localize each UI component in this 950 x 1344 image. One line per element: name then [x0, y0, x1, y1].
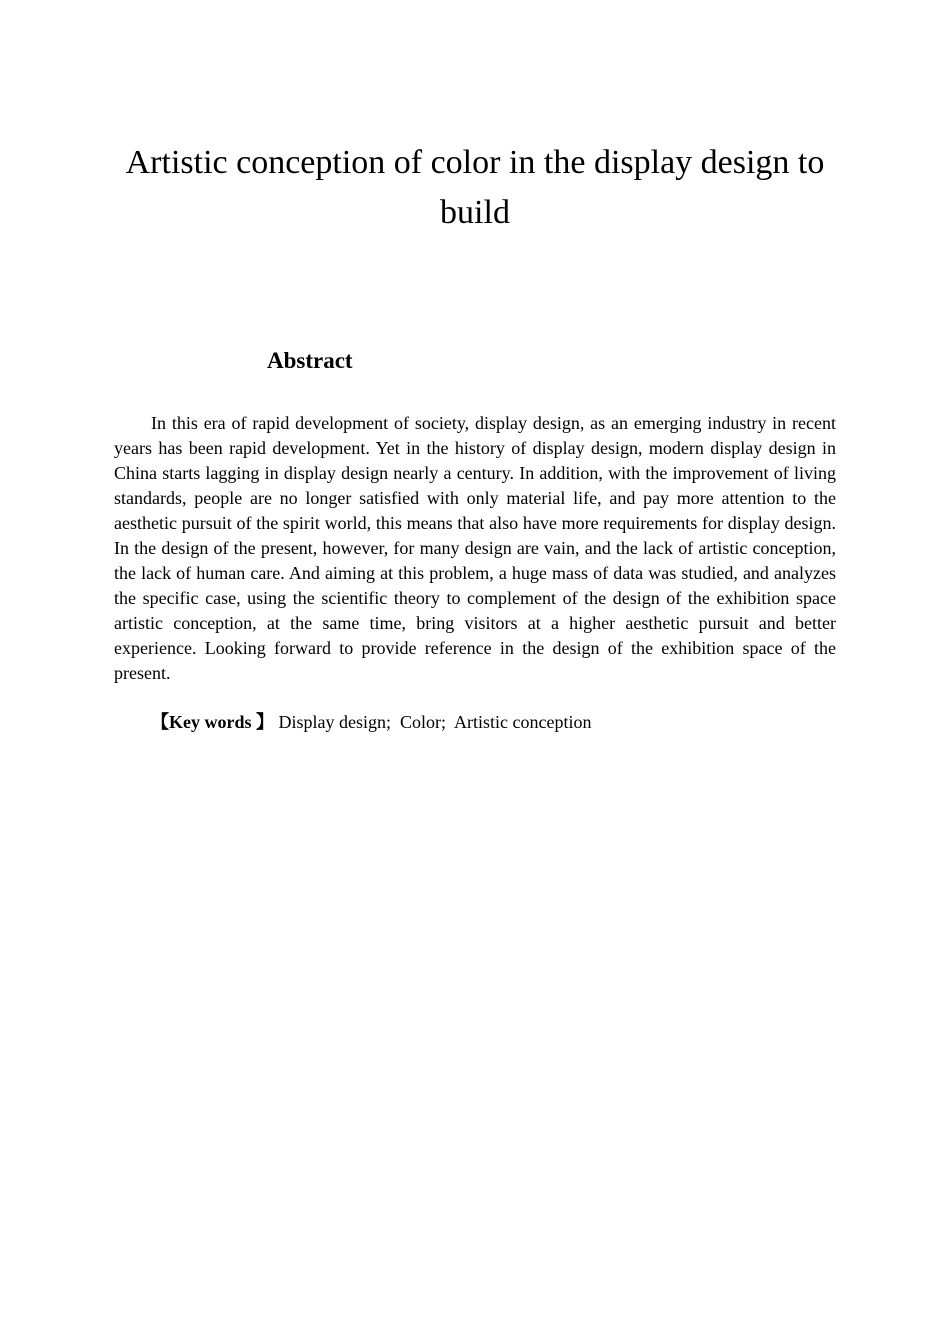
abstract-heading: Abstract: [267, 348, 353, 373]
keywords-label: Key words: [169, 712, 252, 732]
paper-title: Artistic conception of color in the display design to build: [125, 144, 825, 231]
keyword-item: Artistic conception: [454, 712, 592, 732]
keywords-open-bracket: 【: [151, 712, 169, 732]
keyword-item: Color;: [400, 712, 447, 732]
abstract-body: In this era of rapid development of society, display design, as an emerging industry in recent years has been rapid development. Yet in the history of display design, modern display design in China starts lagging in display design nearly a century. In addition, with the improvement of living standards, people are no longer satisfied with only material life, and pay more attention to the aesthetic pursuit of the spirit world, this means that also have more requirements for display design. In the design of the present, however, for many design are vain, and the lack of artistic conception, the lack of human care. And aiming at this problem, a huge mass of data was studied, and analyzes the specific case, using the scientific theory to complement of the design of the exhibition space artistic conception, at the same time, bring visitors at a higher aesthetic pursuit and better experience. Looking forward to provide reference in the design of the exhibition space of the present.: [114, 413, 836, 683]
keyword-item: Display design;: [278, 712, 391, 732]
keywords-close-bracket: 】: [256, 712, 274, 732]
keywords-line: [151, 710, 592, 735]
